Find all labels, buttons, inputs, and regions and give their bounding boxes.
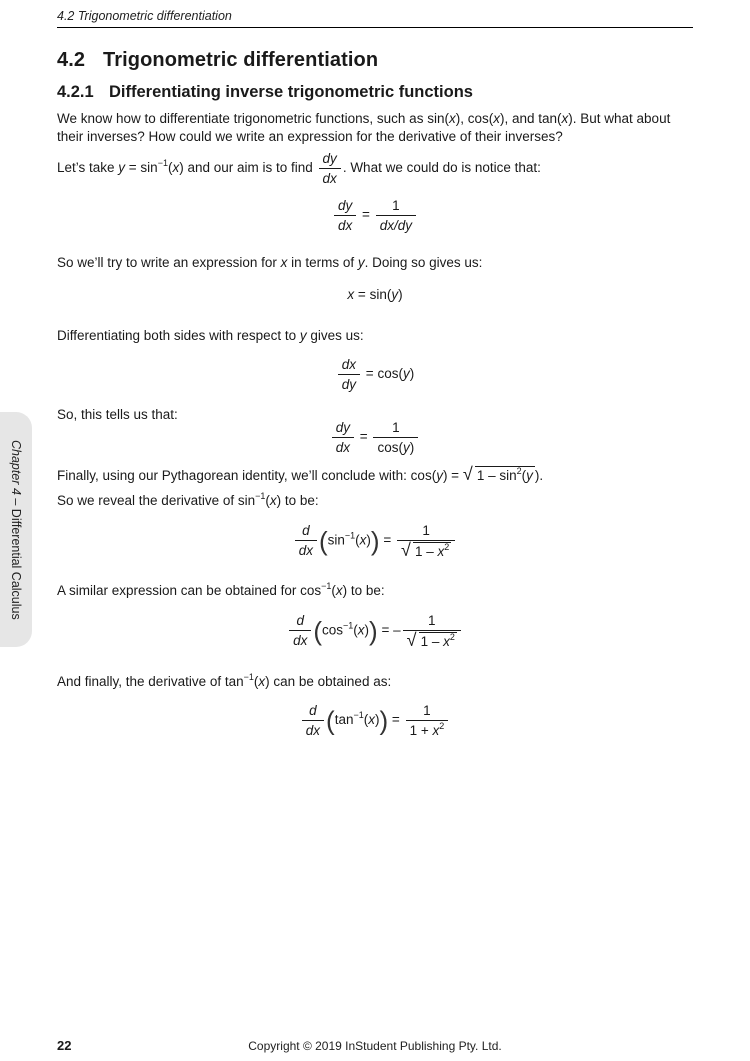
paragraph-intro: We know how to differentiate trigonometric functions, such as sin(x), cos(x), and tan(x). But what about their inverses? How could we write an expression for the derivative of their inverses? [57, 111, 671, 144]
subsection-title [57, 83, 473, 102]
paragraph-differentiating: Differentiating both sides with respect to y gives us: [57, 328, 364, 343]
equation-derivative-arctan: $\frac{d}{dx}$ $(\tan^{-1}(x))$ = $\frac{1}{1 + x^2}$ [0, 702, 750, 739]
equation-inverse-derivative: $\frac{dy}{dx}$ = $\frac{1}{dx/dy}$ [0, 197, 750, 234]
page-number: 22 [57, 1038, 72, 1053]
chapter-side-label: Chapter 4 – Differential Calculus [9, 439, 23, 620]
section-title-text: Trigonometric differentiation [103, 49, 379, 71]
paragraph-lets-take: Let’s take $y = \sin^{-1}(x)$ and our aim is to find $\frac{dy}{dx}$ . What we could do is notice that: [57, 151, 541, 186]
paragraph-pythagorean: Finally, using our Pythagorean identity, we’ll conclude with: cos(y) = √ $1 - \sin^2(y$ ). [57, 464, 544, 485]
paragraph-reveal: So we reveal the derivative of $\sin^{-1}(x)$ to be: [57, 491, 319, 508]
paragraph-tan: And finally, the derivative of $\tan^{-1}(x)$ can be obtained as: [57, 672, 392, 689]
running-head: 4.2 Trigonometric differentiation [57, 9, 232, 23]
header-rule [57, 27, 693, 28]
subsection-number: 4.2.1 [57, 83, 94, 101]
subsection-title-text: Differentiating inverse trigonometric functions [109, 83, 473, 101]
section-number: 4.2 [57, 49, 86, 71]
fraction-dy-dx: $\frac{dy}{dx}$ [319, 150, 341, 187]
paragraph-express-x: So we’ll try to write an expression for x in terms of y. Doing so gives us: [57, 255, 483, 270]
equation-dx-dy: $\frac{dx}{dy}$ = cos(y) [0, 356, 750, 393]
equation-derivative-arccos: $\frac{d}{dx}$ $(\cos^{-1}(x))$ = – 1 √ $1 - x^2$ [0, 612, 750, 650]
equation-derivative-arcsin: $\frac{d}{dx}$ $(\sin^{-1}(x))$ = 1 √ $1 - x^2$ [0, 522, 750, 560]
paragraph-similar-cos: A similar expression can be obtained for $\cos^{-1}(x)$ to be: [57, 581, 385, 598]
equation-dy-dx-cos: $\frac{dy}{dx}$ = $\frac{1}{\cos(y)}$ [0, 419, 750, 456]
section-title [57, 49, 378, 72]
chapter-side-tab [0, 412, 32, 647]
equation-x-sin-y: x = sin(y) [347, 287, 403, 302]
copyright-notice: Copyright © 2019 InStudent Publishing Pty. Ltd. [248, 1039, 502, 1053]
paragraph-tells-us: So, this tells us that: [57, 407, 178, 422]
